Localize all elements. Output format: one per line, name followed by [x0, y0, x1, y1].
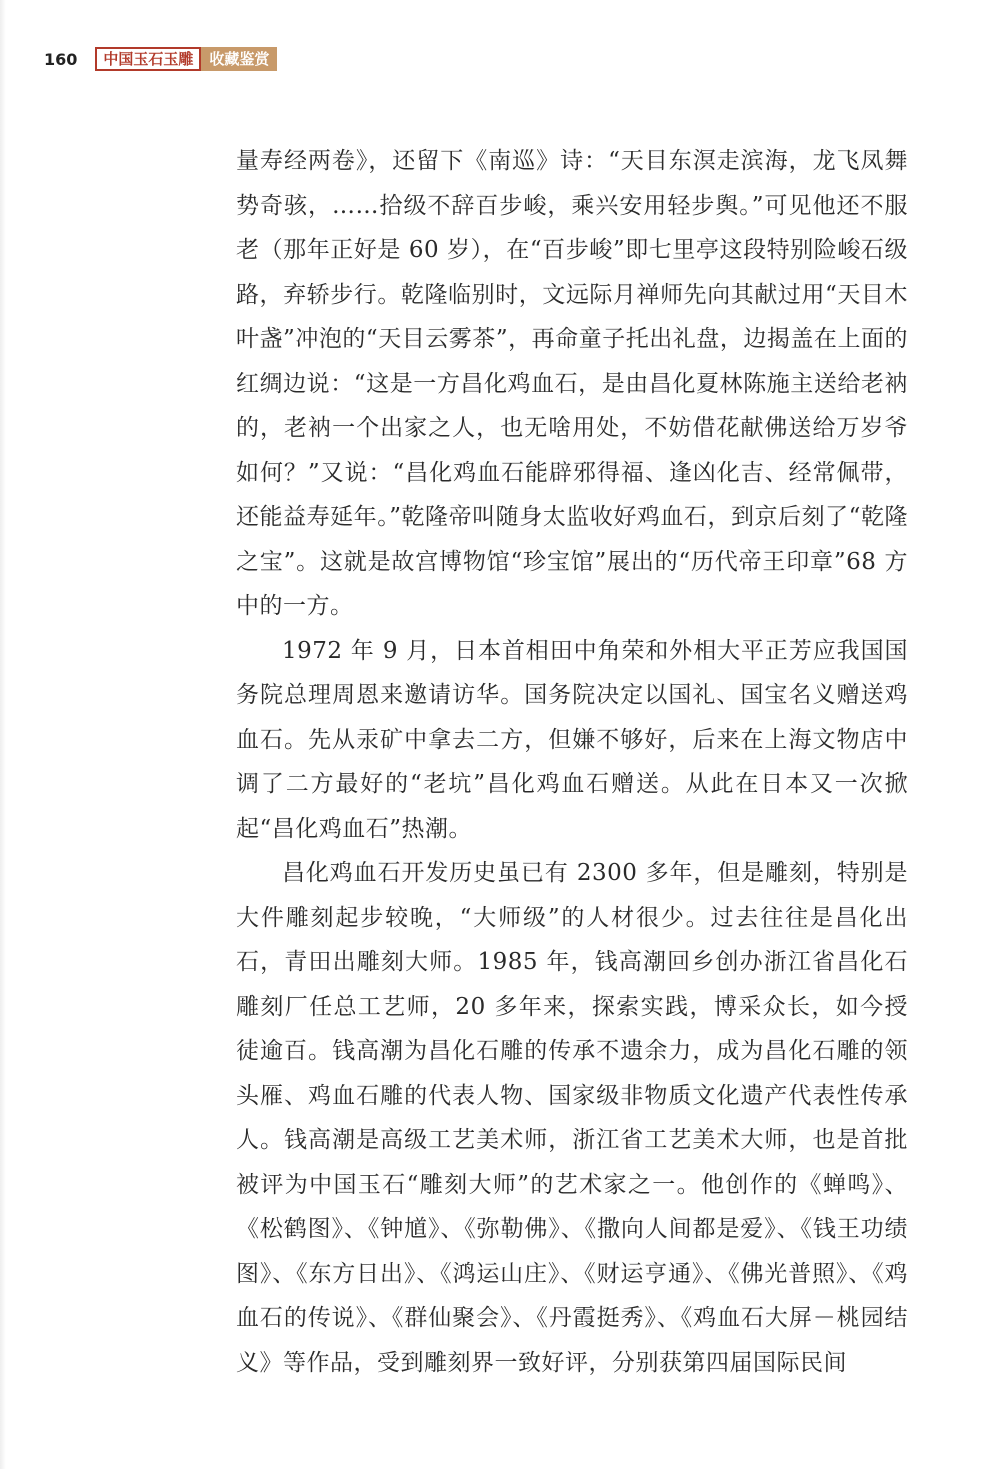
paragraph: 量寿经两卷》，还留下《南巡》诗：“天目东溟走滨海，龙飞凤舞势奇骇，……拾级不辞百步峻，乘兴安用轻步舆。”可见他还不服老（那年正好是 60 岁），在“百步峻”即七里亭这段特别险峻石级路，弃轿步行。乾隆临别时，文远际月禅师先向其献过用“天目木叶盏”冲泡的“天目云雾茶”，再命童子托出礼盘，边揭盖在上面的红绸边说：“这是一方昌化鸡血石，是由昌化夏林陈施主送给老衲的，老衲一个出家之人，也无啥用处，不妨借花献佛送给万岁爷如何？”又说：“昌化鸡血石能辟邪得福、逢凶化吉、经常佩带，还能益寿延年。”乾隆帝叫随身太监收好鸡血石，到京后刻了“乾隆之宝”。这就是故宫博物馆“珍宝馆”展出的“历代帝王印章”68 方中的一方。	[236, 148, 908, 619]
category-label: 收藏鉴赏	[201, 47, 277, 71]
paragraph: 昌化鸡血石开发历史虽已有 2300 多年，但是雕刻，特别是大件雕刻起步较晚，“大师级”的人材很少。过去往往是昌化出石，青田出雕刻大师。1985 年，钱高潮回乡创办浙江省昌化石雕刻厂任总工艺师，20 多年来，探索实践，博采众长，如今授徒逾百。钱高潮为昌化石雕的传承不遗余力，成为昌化石雕的领头雁、鸡血石雕的代表人物、国家级非物质文化遗产代表性传承人。钱高潮是高级工艺美术师，浙江省工艺美术大师，也是首批被评为中国玉石“雕刻大师”的艺术家之一。他创作的《蝉鸣》、《松鹤图》、《钟馗》、《弥勒佛》、《撒向人间都是爱》、《钱王功绩图》、《东方日出》、《鸿运山庄》、《财运亨通》、《佛光普照》、《鸡血石的传说》、《群仙聚会》、《丹霞挺秀》、《鸡血石大屏－桃园结义》等作品，受到雕刻界一致好评，分别获第四届国际民间	[236, 860, 908, 1376]
paragraph: 1972 年 9 月，日本首相田中角荣和外相大平正芳应我国国务院总理周恩来邀请访华。国务院决定以国礼、国宝名义赠送鸡血石。先从汞矿中拿去二方，但嫌不够好，后来在上海文物店中调了二方最好的“老坑”昌化鸡血石赠送。从此在日本又一次掀起“昌化鸡血石”热潮。	[236, 637, 908, 842]
page-fold-shadow	[0, 0, 6, 1469]
series-title: 中国玉石玉雕	[95, 47, 201, 71]
page-header	[44, 46, 277, 72]
page-number: 160	[44, 49, 78, 69]
body-text	[236, 139, 908, 1385]
